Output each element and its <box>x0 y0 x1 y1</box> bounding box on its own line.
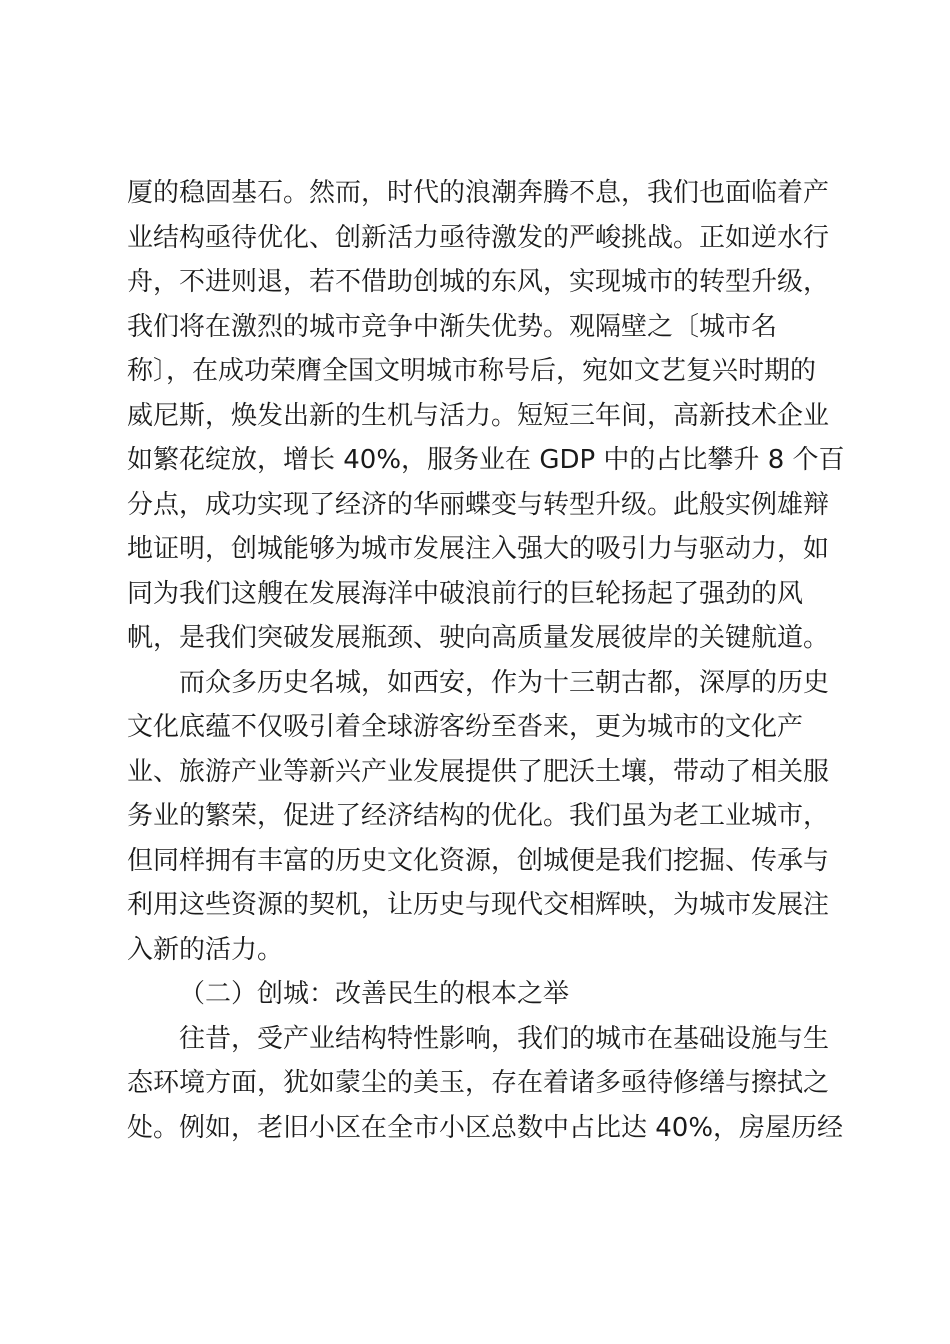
text-line: 地证明，创城能够为城市发展注入强大的吸引力与驱动力，如 <box>127 534 830 564</box>
text-line: 厦的稳固基石。然而，时代的浪潮奔腾不息，我们也面临着产 <box>127 178 830 208</box>
text-line: 帆，是我们突破发展瓶颈、驶向高质量发展彼岸的关键航道。 <box>127 623 830 653</box>
text-line: 入新的活力。 <box>127 934 284 965</box>
text-line: 舟，不进则退，若不借助创城的东风，实现城市的转型升级， <box>127 267 830 297</box>
text-line: 业、旅游产业等新兴产业发展提供了肥沃土壤，带动了相关服 <box>127 756 830 787</box>
text-line: 务业的繁荣，促进了经济结构的优化。我们虽为老工业城市， <box>127 801 830 831</box>
text-line: 威尼斯，焕发出新的生机与活力。短短三年间，高新技术企业 <box>127 400 830 431</box>
text-line: 分点，成功实现了经济的华丽蝶变与转型升级。此般实例雄辩 <box>127 489 830 520</box>
text-line: 但同样拥有丰富的历史文化资源，创城便是我们挖掘、传承与 <box>127 845 830 876</box>
text-line: 称〕，在成功荣膺全国文明城市称号后，宛如文艺复兴时期的 <box>127 356 817 386</box>
paragraph-start-line: 而众多历史名城，如西安，作为十三朝古都，深厚的历史 <box>179 667 830 698</box>
text-line: 处。例如，老旧小区在全市小区总数中占比达 40%，房屋历经 <box>127 1112 844 1143</box>
text-line: 同为我们这艘在发展海洋中破浪前行的巨轮扬起了强劲的风 <box>127 578 804 609</box>
text-line: 如繁花绽放，增长 40%，服务业在 GDP 中的占比攀升 8 个百 <box>127 445 845 475</box>
section-heading: （二）创城：改善民生的根本之举 <box>179 979 570 1009</box>
text-line: 利用这些资源的契机，让历史与现代交相辉映，为城市发展注 <box>127 890 830 920</box>
text-line: 业结构亟待优化、创新活力亟待激发的严峻挑战。正如逆水行 <box>127 222 830 253</box>
text-line: 态环境方面，犹如蒙尘的美玉，存在着诸多亟待修缮与擦拭之 <box>127 1068 830 1098</box>
paragraph-start-line: 往昔，受产业结构特性影响，我们的城市在基础设施与生 <box>179 1023 830 1054</box>
body-text <box>127 171 847 1150</box>
text-line: 我们将在激烈的城市竞争中渐失优势。观隔壁之〔城市名 <box>127 311 778 342</box>
text-line: 文化底蕴不仅吸引着全球游客纷至沓来，更为城市的文化产 <box>127 712 804 742</box>
